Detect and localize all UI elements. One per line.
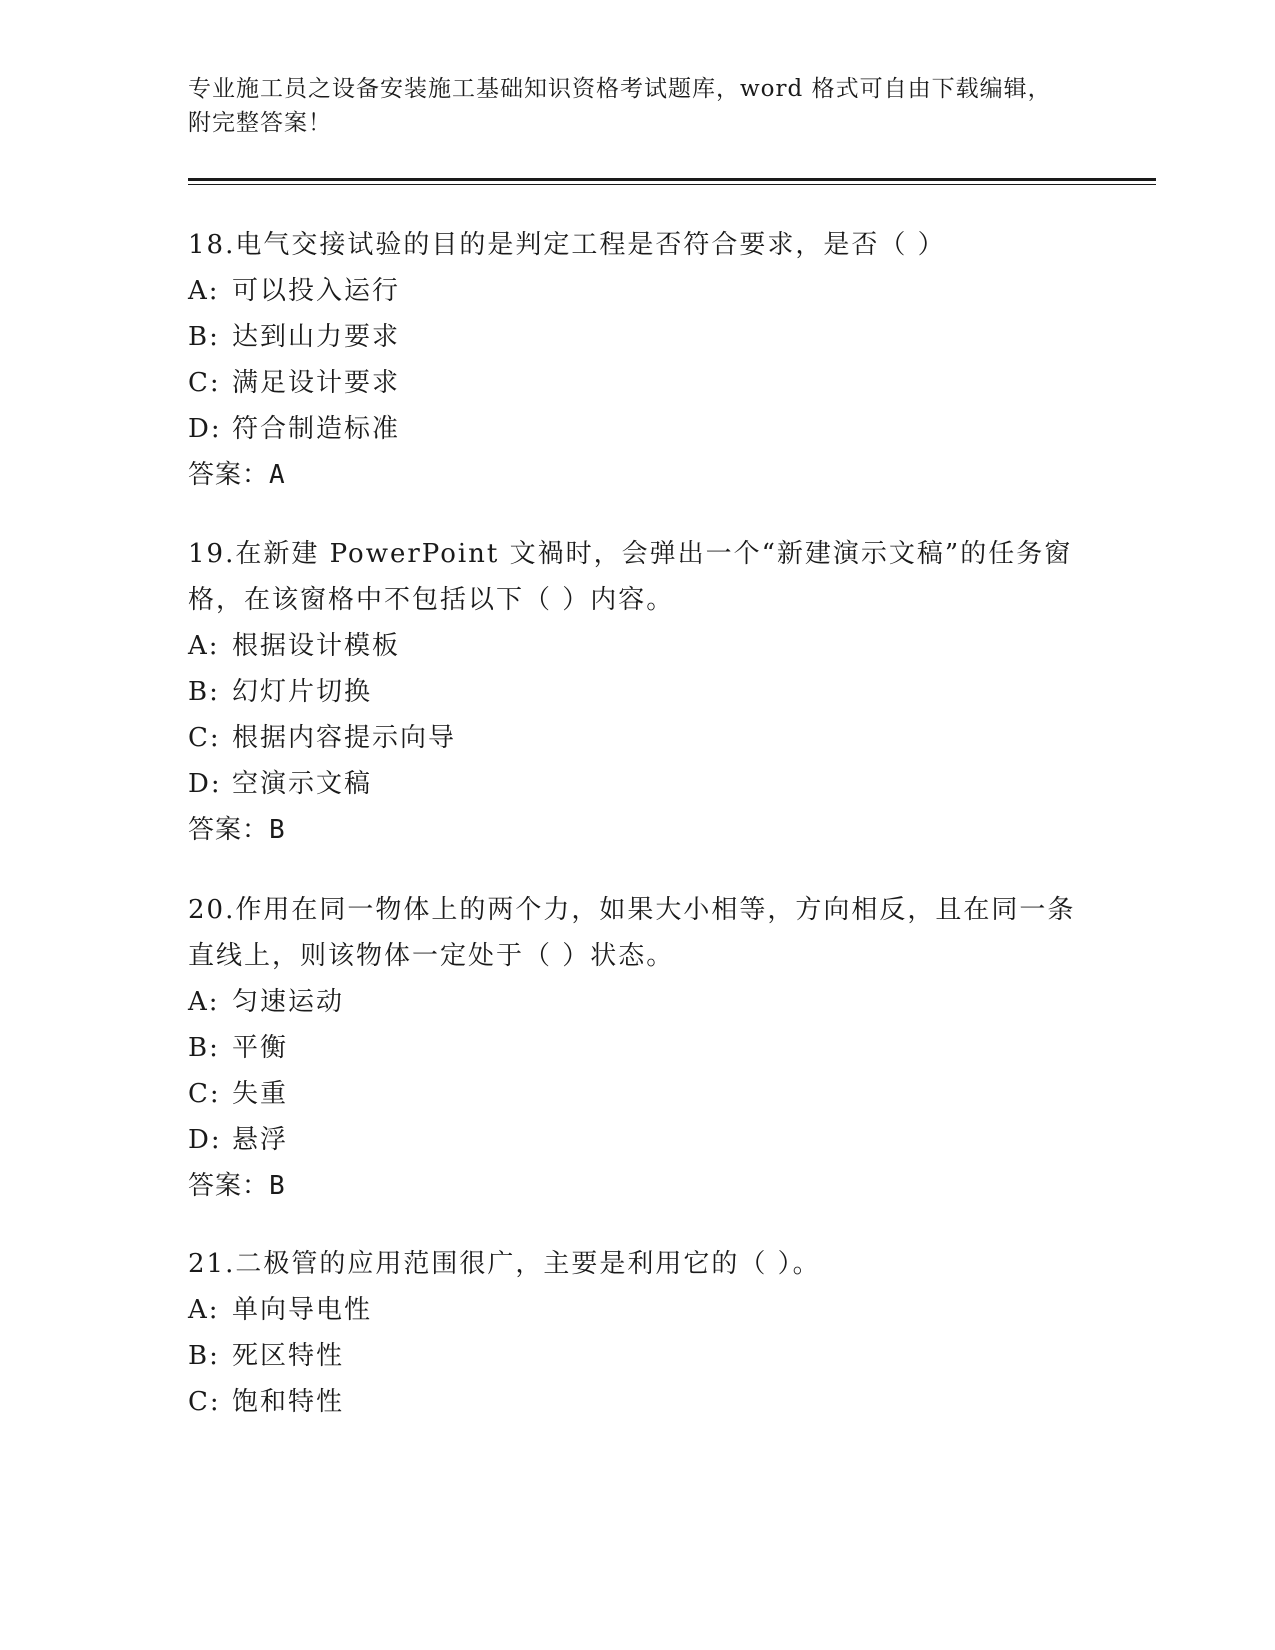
option-d <box>188 761 1088 807</box>
option-letter: A: <box>188 987 220 1017</box>
question-18 <box>188 222 1088 498</box>
option-b <box>188 669 1088 715</box>
header-divider-thick <box>188 178 1156 181</box>
option-letter: A: <box>188 631 220 661</box>
option-b <box>188 314 1088 360</box>
option-text: 匀速运动 <box>232 987 345 1017</box>
option-letter: B: <box>188 677 220 707</box>
option-text: 单向导电性 <box>232 1295 373 1325</box>
option-text: 幻灯片切换 <box>232 677 373 707</box>
option-text: 满足设计要求 <box>232 368 401 398</box>
option-letter: C: <box>188 368 221 398</box>
option-text: 根据设计模板 <box>232 631 401 661</box>
option-text: 空演示文稿 <box>232 769 373 799</box>
option-text: 符合制造标准 <box>232 414 401 444</box>
option-letter: C: <box>188 1079 221 1109</box>
option-a <box>188 268 1088 314</box>
option-letter: B: <box>188 1341 220 1371</box>
question-stem: 18.电气交接试验的目的是判定工程是否符合要求，是否（ ） <box>188 230 946 260</box>
option-b <box>188 1025 1088 1071</box>
option-d <box>188 406 1088 452</box>
option-letter: D: <box>188 1125 222 1155</box>
question-20 <box>188 887 1088 1209</box>
answer-label: 答案：B <box>188 1171 286 1201</box>
option-letter: B: <box>188 1033 220 1063</box>
option-letter: C: <box>188 723 221 753</box>
option-a <box>188 623 1088 669</box>
option-a <box>188 979 1088 1025</box>
option-letter: B: <box>188 322 220 352</box>
option-text: 失重 <box>232 1079 289 1109</box>
question-stem: 20.作用在同一物体上的两个力，如果大小相等，方向相反，且在同一条直线上，则该物体一定处于（ ）状态。 <box>188 895 1076 971</box>
answer-label: 答案：B <box>188 815 286 845</box>
question-19 <box>188 531 1088 853</box>
option-letter: A: <box>188 276 220 306</box>
option-text: 根据内容提示向导 <box>232 723 457 753</box>
option-c <box>188 360 1088 406</box>
option-text: 达到山力要求 <box>232 322 401 352</box>
option-letter: D: <box>188 414 222 444</box>
option-text: 悬浮 <box>232 1125 289 1155</box>
option-c <box>188 1379 1088 1425</box>
document-header: 专业施工员之设备安装施工基础知识资格考试题库，word 格式可自由下载编辑，附完整答案！ <box>188 76 1052 136</box>
option-letter: D: <box>188 769 222 799</box>
question-stem: 21.二极管的应用范围很广，主要是利用它的（ ）。 <box>188 1249 821 1279</box>
option-d <box>188 1117 1088 1163</box>
option-letter: A: <box>188 1295 220 1325</box>
option-text: 死区特性 <box>232 1341 345 1371</box>
option-a <box>188 1287 1088 1333</box>
option-c <box>188 715 1088 761</box>
option-text: 可以投入运行 <box>232 276 401 306</box>
option-c <box>188 1071 1088 1117</box>
option-text: 饱和特性 <box>232 1387 345 1417</box>
option-text: 平衡 <box>232 1033 289 1063</box>
question-21 <box>188 1241 1088 1425</box>
question-stem: 19.在新建 PowerPoint 文禍时，会弹出一个“新建演示文稿”的任务窗格，在该窗格中不包括以下（ ）内容。 <box>188 539 1073 615</box>
answer-label: 答案：A <box>188 460 286 490</box>
option-b <box>188 1333 1088 1379</box>
header-divider-thin <box>188 184 1156 185</box>
option-letter: C: <box>188 1387 221 1417</box>
